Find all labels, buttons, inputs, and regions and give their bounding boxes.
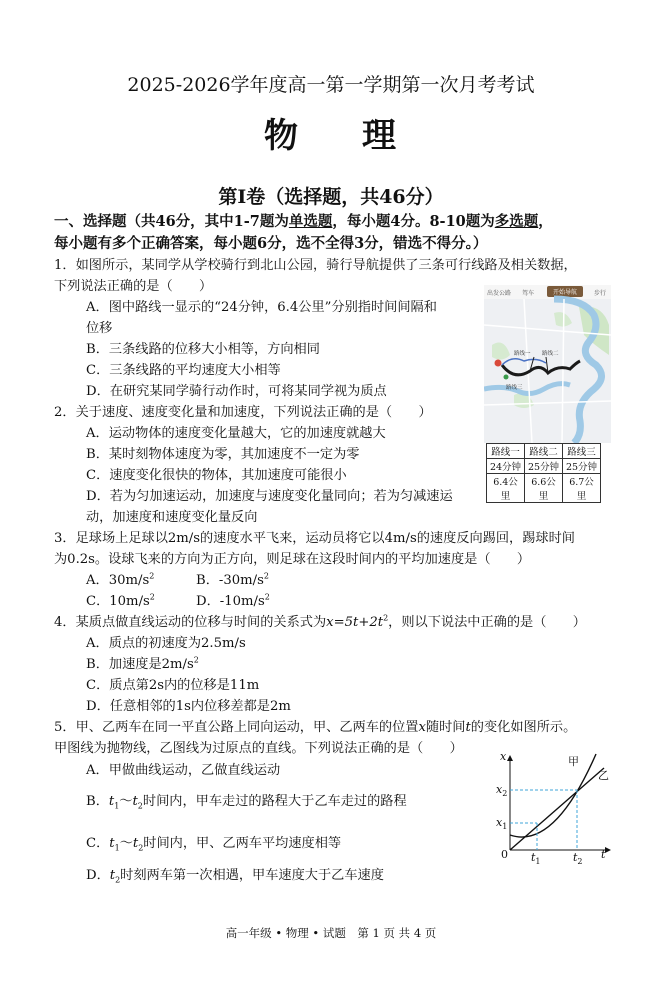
route-distance-cell: 6.6公里 bbox=[525, 474, 563, 503]
jia-label: 甲 bbox=[568, 755, 579, 768]
xt-graph bbox=[494, 750, 616, 865]
q1-option-a-2: 位移 bbox=[86, 321, 113, 336]
q4-stem: 4．某质点做直线运动的位移与时间的关系式为$x=5t+2t^2$，则以下说法中正确的是（ ） bbox=[54, 613, 586, 630]
route-time-cell: 24分钟 bbox=[487, 459, 525, 474]
q1-option-b: B．三条线路的位移大小相等，方向相同 bbox=[86, 342, 320, 357]
q3-option-a: A．$30m/s^2$ bbox=[86, 571, 155, 588]
map-label-route-3: 路线三 bbox=[506, 385, 523, 391]
t1-label: $t_1$ bbox=[531, 851, 541, 867]
q5-option-d: D．$t_2$时刻两车第一次相遇，甲车速度大于乙车速度 bbox=[86, 868, 384, 885]
q2-option-d-2: 动，加速度和速度变化量反向 bbox=[86, 510, 258, 525]
q3-option-c: C．$10m/s^2$ bbox=[86, 592, 155, 609]
instructions-line-2: 每小题有多个正确答案，每小题6分，选不全得3分，错选不得分。） bbox=[54, 235, 488, 252]
origin-label: 0 bbox=[501, 848, 508, 861]
q1-stem-2: 下列说法正确的是（ ） bbox=[54, 279, 213, 294]
subject-char-1: 物 bbox=[264, 116, 300, 156]
q1-stem-1: 1．如图所示，某同学从学校骑行到北山公园，骑行导航提供了三条可行线路及相关数据， bbox=[54, 258, 577, 273]
q3-stem-2: 为0.2s。设球飞来的方向为正方向，则足球在这段时间内的平均加速度是（ ） bbox=[54, 552, 531, 567]
q4-formula: x=5t+2t bbox=[326, 615, 384, 630]
yi-label: 乙 bbox=[598, 769, 609, 782]
q5-option-a: A．甲做曲线运动，乙做直线运动 bbox=[86, 763, 281, 778]
x2-label: $x_2$ bbox=[496, 783, 508, 799]
q1-option-c: C．三条线路的平均速度大小相等 bbox=[86, 363, 281, 378]
route-name-cell: 路线三 bbox=[563, 444, 601, 459]
q4-option-a: A．质点的初速度为2.5m/s bbox=[86, 636, 246, 651]
curve-jia bbox=[510, 754, 596, 837]
route-distance-cell: 6.4公里 bbox=[487, 474, 525, 503]
q2-option-b: B．某时刻物体速度为零，其加速度不一定为零 bbox=[86, 447, 360, 462]
q4-option-b: B．加速度是$2m/s^2$ bbox=[86, 655, 199, 672]
navigation-map-image bbox=[484, 285, 611, 443]
route-table bbox=[486, 443, 601, 503]
route-time-cell: 25分钟 bbox=[563, 459, 601, 474]
route-name-cell: 路线二 bbox=[525, 444, 563, 459]
q5-stem-2: 甲图线为抛物线，乙图线为过原点的直线。下列说法正确的是（ ） bbox=[54, 741, 463, 756]
map-top-bar: 出发公路 驾车 开始导航 步行 bbox=[484, 285, 611, 299]
line-yi bbox=[510, 768, 604, 850]
q2-option-a: A．运动物体的速度变化量越大，它的加速度就越大 bbox=[86, 426, 386, 441]
map-drawing bbox=[484, 285, 611, 443]
t2-label: $t_2$ bbox=[573, 851, 583, 867]
q3-stem-1: 3．足球场上足球以2m/s的速度水平飞来，运动员将它以4m/s的速度反向踢回，踢球时间 bbox=[54, 531, 575, 546]
q2-option-c: C．速度变化很快的物体，其加速度可能很小 bbox=[86, 468, 347, 483]
map-label-route-2: 路线二 bbox=[542, 351, 559, 357]
q5-stem-1: 5．甲、乙两车在同一平直公路上同向运动，甲、乙两车的位置x随时间t的变化如图所示。 bbox=[54, 720, 577, 735]
q3-option-b: B．$-30m/s^2$ bbox=[196, 571, 269, 588]
page-footer: 高一年级 • 物理 • 试题 第 1 页 共 4 页 bbox=[225, 926, 437, 940]
subject-title bbox=[0, 108, 662, 157]
single-choice-label: 单选题 bbox=[288, 213, 333, 230]
x-axis-label: x bbox=[500, 750, 507, 763]
q4-option-d: D．任意相邻的1s内位移差都是2m bbox=[86, 699, 291, 714]
route-time-cell: 25分钟 bbox=[525, 459, 563, 474]
q2-stem: 2．关于速度、速度变化量和加速度，下列说法正确的是（ ） bbox=[54, 405, 432, 420]
q4-option-c: C．质点第2s内的位移是11m bbox=[86, 678, 260, 693]
q5-option-c: C．$t_1\sim t_2$时间内，甲、乙两车平均速度相等 bbox=[86, 836, 342, 853]
q5-option-b: B．$t_1\sim t_2$时间内，甲车走过的路程大于乙车走过的路程 bbox=[86, 794, 407, 811]
q1-option-a-1: A．图中路线一显示的“24分钟，6.4公里”分别指时间间隔和 bbox=[86, 300, 437, 315]
route-name-cell: 路线一 bbox=[487, 444, 525, 459]
map-label-route-1: 路线一 bbox=[514, 351, 531, 357]
route-distance-cell: 6.7公里 bbox=[563, 474, 601, 503]
exam-title: 2025-2026学年度高一第一学期第一次月考考试 bbox=[127, 74, 535, 96]
table-row bbox=[487, 474, 601, 503]
table-row bbox=[487, 459, 601, 474]
q3-option-d: D．$-10m/s^2$ bbox=[196, 592, 270, 609]
x1-label: $x_1$ bbox=[496, 816, 508, 832]
part-title: 第Ⅰ卷（选择题，共46分） bbox=[218, 186, 444, 208]
q1-option-d: D．在研究某同学骑行动作时，可将某同学视为质点 bbox=[86, 384, 387, 399]
multi-choice-label: 多选题 bbox=[494, 213, 539, 230]
t-axis-label: t bbox=[601, 848, 606, 861]
instructions-line-1: 一、选择题（共46分，其中1-7题为单选题，每小题4分。8-10题为多选题， bbox=[54, 213, 553, 230]
table-row bbox=[487, 444, 601, 459]
q2-option-d-1: D．若为匀加速运动，加速度与速度变化量同向；若为匀减速运 bbox=[86, 489, 453, 504]
subject-char-2: 理 bbox=[362, 116, 398, 156]
